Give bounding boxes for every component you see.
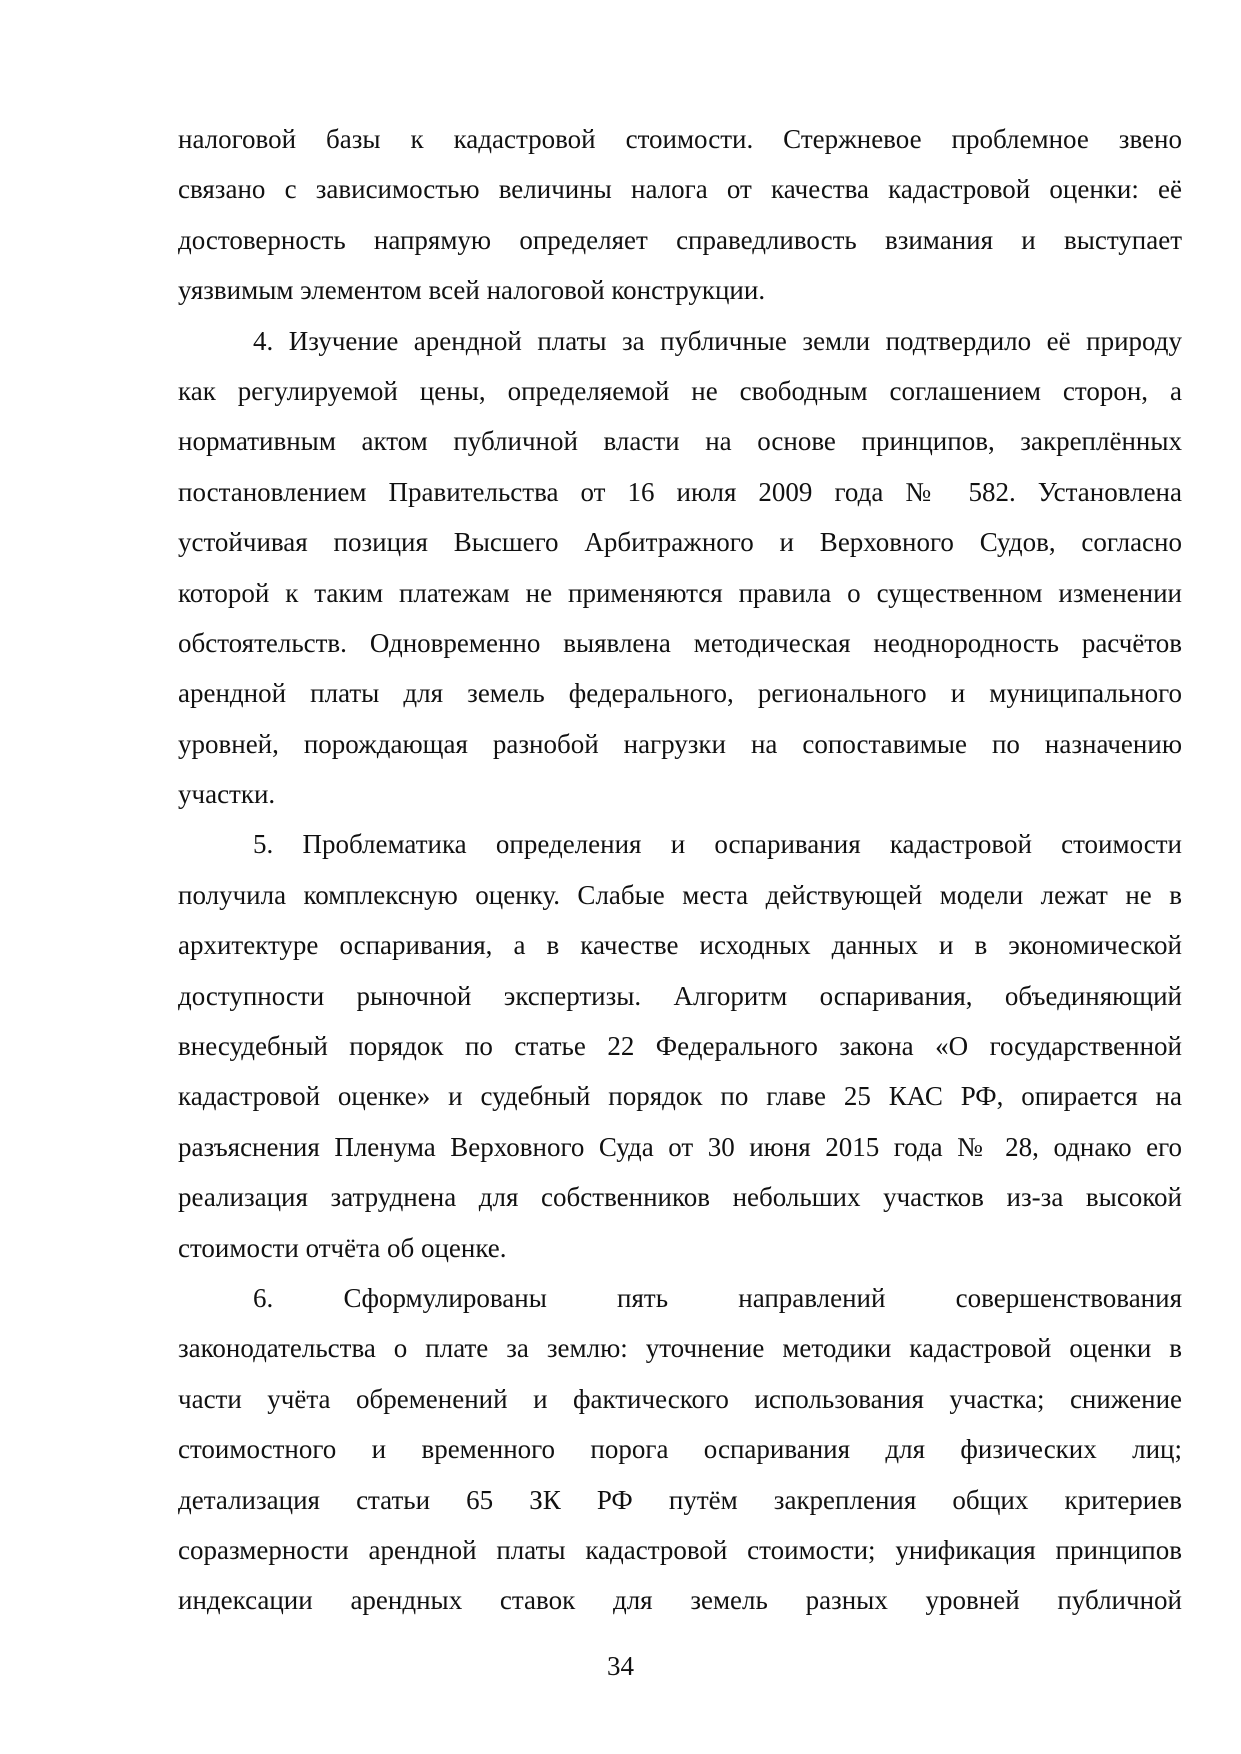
text-line-content: стоимостного и временного порога оспаривания для физических лиц; (178, 1434, 1182, 1465)
text-line-content: нормативным актом публичной власти на основе принципов, закреплённых (178, 426, 1182, 457)
text-line (178, 215, 1182, 265)
text-line (178, 668, 1182, 718)
text-line-content: как регулируемой цены, определяемой не свободным соглашением сторон, а (178, 375, 1182, 406)
text-line (178, 819, 1182, 869)
text-line-content: 6. Сформулированы пять направлений совершенствования (253, 1282, 1182, 1313)
page-number: 34 (607, 1651, 634, 1681)
text-line-content: реализация затруднена для собственников небольших участков из-за высокой (178, 1182, 1182, 1213)
text-line-content: арендной платы для земель федерального, регионального и муниципального (178, 678, 1182, 709)
text-line-content: устойчивая позиция Высшего Арбитражного и Верховного Судов, согласно (178, 527, 1182, 558)
text-line (178, 467, 1182, 517)
text-line (178, 971, 1182, 1021)
text-line (178, 416, 1182, 466)
text-line (178, 1475, 1182, 1525)
text-line-content: получила комплексную оценку. Слабые места действующей модели лежат не в (178, 879, 1182, 910)
text-line-content: внесудебный порядок по статье 22 Федерального закона «О государственной (178, 1031, 1182, 1062)
text-line-content: доступности рыночной экспертизы. Алгоритм оспаривания, объединяющий (178, 980, 1182, 1011)
text-line (178, 1323, 1182, 1373)
text-line-content: части учёта обременений и фактического использования участка; снижение (178, 1383, 1182, 1414)
text-line-content: достоверность напрямую определяет справедливость взимания и выступает (178, 224, 1182, 255)
text-line-content: индексации арендных ставок для земель разных уровней публичной (178, 1585, 1182, 1616)
text-line (178, 114, 1182, 164)
text-line-content: уязвимым элементом всей налоговой конструкции. (178, 275, 766, 306)
text-line (178, 517, 1182, 567)
text-line-content: участки. (178, 779, 276, 810)
text-line (178, 1021, 1182, 1071)
text-line-content: постановлением Правительства от 16 июля 2009 года № 582. Установлена (178, 476, 1182, 507)
text-line (178, 1575, 1182, 1625)
text-line (178, 769, 1182, 819)
text-line-content: законодательства о плате за землю: уточнение методики кадастровой оценки в (178, 1333, 1182, 1364)
text-line-content: 4. Изучение арендной платы за публичные земли подтвердило её природу (253, 325, 1182, 356)
text-line (178, 920, 1182, 970)
text-line-content: 5. Проблематика определения и оспаривания кадастровой стоимости (253, 829, 1182, 860)
text-line (178, 1273, 1182, 1323)
text-line-content: связано с зависимостью величины налога от качества кадастровой оценки: её (178, 174, 1182, 205)
document-body (178, 114, 1182, 1626)
text-line-content: разъяснения Пленума Верховного Суда от 30 июня 2015 года № 28, однако его (178, 1131, 1182, 1162)
text-line (178, 1172, 1182, 1222)
text-line (178, 719, 1182, 769)
text-line (178, 366, 1182, 416)
text-line-content: кадастровой оценке» и судебный порядок по главе 25 КАС РФ, опирается на (178, 1081, 1182, 1112)
text-line (178, 1223, 1182, 1273)
text-line-content: стоимости отчёта об оценке. (178, 1232, 507, 1263)
text-line (178, 265, 1182, 315)
text-line (178, 1071, 1182, 1121)
text-line-content: обстоятельств. Одновременно выявлена методическая неоднородность расчётов (178, 627, 1182, 658)
text-line (178, 1525, 1182, 1575)
text-line-content: уровней, порождающая разнобой нагрузки на сопоставимые по назначению (178, 728, 1182, 759)
text-line (178, 316, 1182, 366)
text-line-content: соразмерности арендной платы кадастровой стоимости; унификация принципов (178, 1534, 1182, 1565)
text-line (178, 1424, 1182, 1474)
text-line (178, 618, 1182, 668)
text-line (178, 568, 1182, 618)
text-line (178, 164, 1182, 214)
text-line (178, 870, 1182, 920)
text-line (178, 1374, 1182, 1424)
text-line-content: детализация статьи 65 ЗК РФ путём закрепления общих критериев (178, 1484, 1182, 1515)
text-line-content: налоговой базы к кадастровой стоимости. Стержневое проблемное звено (178, 124, 1182, 154)
text-line (178, 1122, 1182, 1172)
text-line-content: архитектуре оспаривания, а в качестве исходных данных и в экономической (178, 930, 1182, 961)
text-line-content: которой к таким платежам не применяются правила о существенном изменении (178, 577, 1182, 608)
